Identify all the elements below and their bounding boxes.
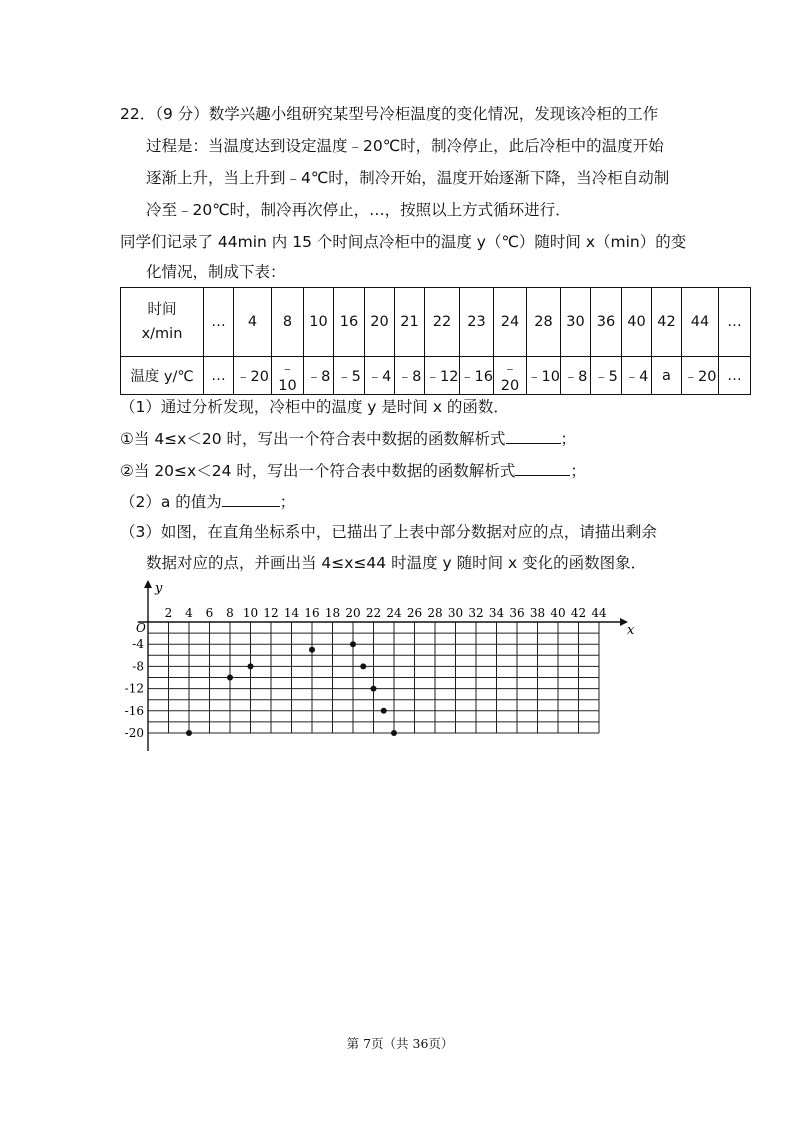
problem-line-1: 22．（9 分）数学兴趣小组研究某型号冷柜温度的变化情况，发现该冷柜的工作 [120, 105, 659, 123]
data-point [227, 675, 233, 681]
table-cell-time: 4 [234, 288, 272, 357]
table-cell-time: 24 [494, 288, 527, 357]
table-cell-temp: ﹣16 [460, 357, 494, 395]
table-cell-time: 42 [652, 288, 682, 357]
x-tick-label: 28 [427, 606, 443, 620]
data-point [350, 641, 356, 647]
x-tick-label: 20 [345, 606, 361, 620]
table-header-time [121, 288, 204, 357]
x-tick-label: 18 [324, 606, 341, 620]
problem-line-6: 化情况，制成下表： [146, 263, 286, 281]
question-1a [120, 429, 700, 449]
table-cell-time: 28 [527, 288, 561, 357]
data-point [186, 730, 192, 736]
x-tick-label: 32 [468, 606, 484, 620]
table-cell-time: 16 [334, 288, 365, 357]
coordinate-graph [110, 578, 635, 768]
table-cell-time: 44 [682, 288, 719, 357]
table-cell-time: 8 [272, 288, 304, 357]
question-1a-text: ①当 4≤x＜20 时，写出一个符合表中数据的函数解析式 [120, 430, 506, 448]
y-tick-label: -20 [124, 726, 144, 740]
question-1b [120, 461, 700, 481]
x-tick-label: 34 [488, 606, 505, 620]
table-cell-temp: a [652, 357, 682, 395]
table-cell-temp: … [204, 357, 234, 395]
table-header-time-line1: 时间 [147, 302, 177, 318]
data-point [360, 663, 366, 669]
x-tick-label: 36 [509, 606, 525, 620]
x-tick-label: 6 [205, 606, 214, 620]
data-point [248, 663, 254, 669]
y-tick-label: -8 [132, 659, 144, 674]
data-point [391, 730, 397, 736]
table-cell-temp: ﹣8 [561, 357, 591, 395]
x-tick-label: 8 [226, 606, 234, 620]
question-2-text: （2）a 的值为 [120, 493, 222, 511]
question-1b-end: ； [570, 462, 586, 480]
table-cell-temp: ﹣5 [591, 357, 622, 395]
x-tick-label: 38 [529, 606, 546, 620]
problem-line-5: 同学们记录了 44min 内 15 个时间点冷柜中的温度 y（℃）随时间 x（min）的变 [120, 233, 687, 251]
data-point [381, 708, 387, 714]
question-2 [120, 492, 700, 512]
table-cell-temp: … [719, 357, 751, 395]
table-cell-temp: ﹣5 [334, 357, 365, 395]
x-tick-label: 12 [263, 606, 279, 620]
problem-line-4: 冷至﹣20℃时，制冷再次停止，…，按照以上方式循环进行． [146, 201, 571, 219]
table-header-time-line2: x/min [141, 326, 183, 342]
x-tick-label: 14 [283, 606, 300, 620]
table-cell-time: … [204, 288, 234, 357]
table-cell-temp: ﹣20 [494, 357, 527, 395]
question-3-line-1: （3）如图，在直角坐标系中，已描出了上表中部分数据对应的点，请描出剩余 [120, 523, 657, 541]
table-cell-temp: ﹣20 [682, 357, 719, 395]
graph-grid [148, 622, 599, 733]
table-cell-time: 21 [395, 288, 425, 357]
table-cell-time: 10 [304, 288, 334, 357]
table-cell-time: 30 [561, 288, 591, 357]
table-cell-time: 22 [425, 288, 460, 357]
x-tick-label: 26 [406, 606, 423, 620]
table-cell-temp: ﹣8 [395, 357, 425, 395]
y-tick-label: -4 [132, 637, 144, 652]
answer-blank-2[interactable] [222, 492, 280, 507]
question-1: （1）通过分析发现，冷柜中的温度 y 是时间 x 的函数． [120, 398, 509, 416]
table-cell-temp: ﹣10 [527, 357, 561, 395]
x-tick-label: 24 [386, 606, 402, 620]
question-1b-text: ②当 20≤x＜24 时，写出一个符合表中数据的函数解析式 [120, 462, 516, 480]
table-cell-temp: ﹣10 [272, 357, 304, 395]
table-cell-time: … [719, 288, 751, 357]
table-header-temp: 温度 y/℃ [121, 357, 204, 395]
table-cell-temp: ﹣8 [304, 357, 334, 395]
question-3-line-2: 数据对应的点，并画出当 4≤x≤44 时温度 y 随时间 x 变化的函数图象． [146, 554, 647, 572]
x-tick-label: 10 [242, 606, 259, 620]
table-cell-time: 20 [365, 288, 395, 357]
table-cell-temp: ﹣4 [622, 357, 652, 395]
table-cell-temp: ﹣4 [365, 357, 395, 395]
table-cell-time: 40 [622, 288, 652, 357]
x-tick-label: 16 [304, 606, 320, 620]
x-axis-label: x [627, 623, 635, 638]
y-axis-label: y [155, 581, 163, 596]
table-row-temp [121, 357, 751, 395]
x-tick-label: 30 [447, 606, 464, 620]
y-tick-label: -16 [124, 703, 144, 718]
question-1a-end: ； [560, 430, 577, 448]
table-cell-temp: ﹣12 [425, 357, 460, 395]
answer-blank-1b[interactable] [515, 461, 570, 476]
x-tick-label: 42 [570, 606, 587, 620]
data-table [120, 287, 751, 395]
page-footer: 第 7页（共 36页） [346, 1036, 454, 1051]
table-row-time [121, 288, 751, 357]
question-2-end: ； [279, 493, 296, 511]
answer-blank-1a[interactable] [506, 429, 561, 444]
table-cell-time: 36 [591, 288, 622, 357]
x-tick-label: 44 [591, 606, 607, 620]
data-point [371, 686, 377, 692]
table-cell-time: 23 [460, 288, 494, 357]
origin-label: O [136, 621, 146, 635]
data-point [309, 647, 315, 653]
x-tick-label: 2 [164, 606, 173, 620]
problem-line-2: 过程是：当温度达到设定温度﹣20℃时，制冷停止，此后冷柜中的温度开始 [146, 137, 664, 155]
y-tick-label: -12 [124, 681, 144, 696]
x-tick-label: 4 [185, 606, 193, 620]
x-tick-label: 40 [550, 606, 566, 620]
table-cell-temp: ﹣20 [234, 357, 272, 395]
problem-line-3: 逐渐上升，当上升到﹣4℃时，制冷开始，温度开始逐渐下降，当冷柜自动制 [146, 169, 670, 187]
x-tick-label: 22 [365, 606, 382, 620]
